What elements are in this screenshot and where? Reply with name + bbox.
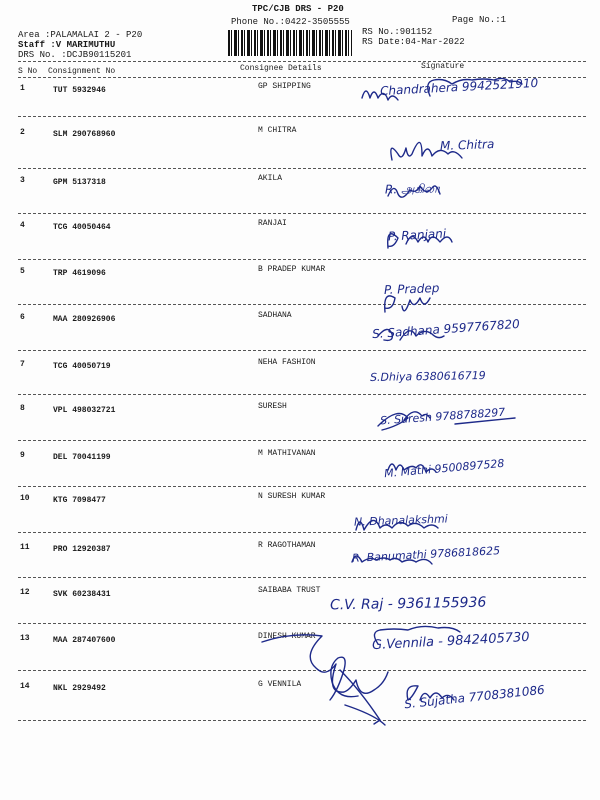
row-signature: M. Chitra xyxy=(439,137,495,153)
row-consignee: SAIBABA TRUST xyxy=(258,586,321,595)
rs-number: RS No.:901152 xyxy=(362,27,433,37)
row-consignment-no: SVK 60238431 xyxy=(53,590,111,599)
col-header-signature: Signature xyxy=(421,62,465,71)
row-consignee: G VENNILA xyxy=(258,680,302,689)
row-signature: S. Sadhana 9597767820 xyxy=(371,316,521,342)
row-sno: 13 xyxy=(20,634,30,643)
row-signature: P. Pradep xyxy=(383,281,440,297)
row-divider xyxy=(18,304,586,305)
staff-label: Staff :V MARIMUTHU xyxy=(18,40,116,50)
row-sno: 5 xyxy=(20,267,25,276)
row-sno: 10 xyxy=(20,494,30,503)
row-signature: M. Mathi 9500897528 xyxy=(383,456,505,481)
row-consignee: M MATHIVANAN xyxy=(258,449,316,458)
row-signature: Chandrahera 9942521910 xyxy=(379,75,539,99)
row-consignee: RANJAI xyxy=(258,219,287,228)
row-consignment-no: GPM 5137318 xyxy=(53,178,106,187)
row-divider xyxy=(18,440,586,441)
row-divider xyxy=(18,577,586,578)
row-consignee: B PRADEP KUMAR xyxy=(258,265,326,274)
row-consignment-no: NKL 2929492 xyxy=(53,684,106,693)
row-divider xyxy=(18,116,586,117)
row-consignee: DINESH KUMAR xyxy=(258,632,316,641)
row-consignment-no: TCG 40050719 xyxy=(53,362,111,371)
row-consignment-no: MAA 287407600 xyxy=(53,636,116,645)
row-signature: P. Ranjani xyxy=(387,226,447,244)
col-header-consignment: Consignment No xyxy=(48,67,116,76)
row-consignment-no: MAA 280926906 xyxy=(53,315,116,324)
rs-date: RS Date:04-Mar-2022 xyxy=(362,37,465,47)
row-signature: S. Sujatha 7708381086 xyxy=(403,682,546,712)
row-sno: 12 xyxy=(20,588,30,597)
row-divider xyxy=(18,259,586,260)
row-sno: 6 xyxy=(20,313,25,322)
row-sno: 3 xyxy=(20,176,25,185)
row-consignment-no: KTG 7098477 xyxy=(53,496,106,505)
row-signature: R. Banumathi 9786818625 xyxy=(351,544,501,565)
row-signature: S. Suresh 9788788297 xyxy=(379,405,506,428)
row-sno: 11 xyxy=(20,543,30,552)
row-consignment-no: PRO 12920387 xyxy=(53,545,111,554)
row-divider xyxy=(18,213,586,214)
page-number: Page No.:1 xyxy=(452,15,507,25)
row-sno: 1 xyxy=(20,84,25,93)
row-sno: 9 xyxy=(20,451,25,460)
row-signature: R. அகிலா xyxy=(384,181,441,197)
row-divider xyxy=(18,532,586,533)
col-header-consignee: Consignee Details xyxy=(240,64,322,73)
row-consignee: SURESH xyxy=(258,402,287,411)
sheet-title: TPC/CJB DRS - P20 xyxy=(252,4,344,14)
row-divider xyxy=(18,394,586,395)
header-divider-top xyxy=(18,61,586,62)
row-signature: C.V. Raj - 9361155936 xyxy=(329,594,487,614)
row-signature: N. Dhanalakshmi xyxy=(353,512,448,529)
drs-number: DRS No. :DCJB90115201 xyxy=(18,50,132,60)
row-sno: 7 xyxy=(20,360,25,369)
row-sno: 2 xyxy=(20,128,25,137)
row-consignee: M CHITRA xyxy=(258,126,297,135)
row-consignee: AKILA xyxy=(258,174,283,183)
row-consignee: N SURESH KUMAR xyxy=(258,492,326,501)
row-sno: 8 xyxy=(20,404,25,413)
row-divider xyxy=(18,623,586,624)
row-signature: S.Dhiya 6380616719 xyxy=(369,368,486,385)
area-label: Area :PALAMALAI 2 - P20 xyxy=(18,30,143,40)
row-consignment-no: TCG 40050464 xyxy=(53,223,111,232)
row-consignment-no: TRP 4619096 xyxy=(53,269,106,278)
row-consignment-no: TUT 5932946 xyxy=(53,86,106,95)
row-consignee: SADHANA xyxy=(258,311,292,320)
row-consignee: NEHA FASHION xyxy=(258,358,316,367)
row-divider xyxy=(18,168,586,169)
row-consignment-no: DEL 70041199 xyxy=(53,453,111,462)
row-sno: 14 xyxy=(20,682,30,691)
row-sno: 4 xyxy=(20,221,25,230)
row-divider xyxy=(18,350,586,351)
row-consignment-no: SLM 290768960 xyxy=(53,130,116,139)
row-divider xyxy=(18,486,586,487)
row-consignee: GP SHIPPING xyxy=(258,82,311,91)
row-signature: G.Vennila - 9842405730 xyxy=(371,629,530,654)
row-consignment-no: VPL 498032721 xyxy=(53,406,116,415)
col-header-sno: S No xyxy=(18,67,38,76)
barcode-image xyxy=(228,30,352,56)
row-consignee: R RAGOTHAMAN xyxy=(258,541,316,550)
row-divider xyxy=(18,720,586,721)
row-divider xyxy=(18,670,586,671)
phone-number: Phone No.:0422-3505555 xyxy=(231,17,350,27)
